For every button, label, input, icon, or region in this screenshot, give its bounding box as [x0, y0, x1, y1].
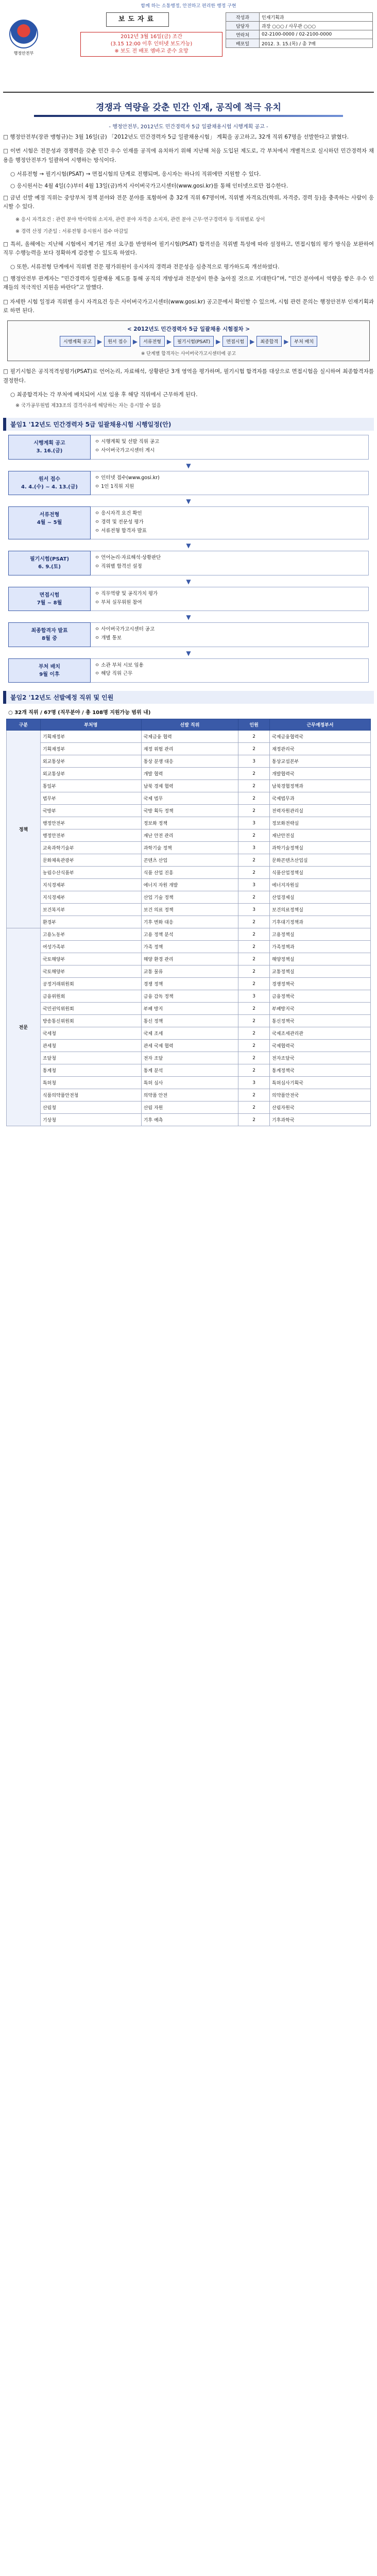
timeline-row — [8, 658, 369, 683]
posts-row — [7, 978, 371, 990]
posts-cell: 2 — [238, 1003, 270, 1015]
posts-cell: 정보화전략실 — [270, 817, 371, 829]
body-note: ※ 경력 산정 기준일 : 서류전형 응시원서 접수 마감일 — [15, 228, 128, 234]
flow-step: 원서 접수 — [104, 336, 131, 347]
posts-cell: 관세 국제 협력 — [141, 1040, 238, 1052]
posts-row — [7, 1064, 371, 1077]
posts-row — [7, 780, 371, 792]
posts-group: 전문 — [7, 928, 41, 1126]
posts-cell: 국제법무과 — [270, 792, 371, 805]
posts-cell: 특허 심사 — [141, 1077, 238, 1089]
posts-cell: 방송통신위원회 — [40, 1015, 141, 1027]
posts-cell: 행정안전부 — [40, 817, 141, 829]
procedure-caption: ※ 단계별 합격자는 사이버국가고시센터에 공고 — [141, 351, 236, 357]
posts-cell: 국민권익위원회 — [40, 1003, 141, 1015]
posts-cell: 기후과학국 — [270, 1114, 371, 1126]
flow-arrow-icon: ▶ — [284, 337, 289, 345]
posts-cell: 기후 변화 대응 — [141, 916, 238, 928]
posts-cell: 에너지자원실 — [270, 879, 371, 891]
flow-step: 시행계획 공고 — [60, 336, 95, 347]
posts-cell: 2 — [238, 768, 270, 780]
timeline-item: ㅇ 해당 직위 근무 — [95, 671, 133, 677]
posts-row — [7, 941, 371, 953]
attachment2-title: 붙임2 '12년도 선발예정 직위 및 인원 — [3, 691, 374, 704]
posts-cell: 국제 조세 — [141, 1027, 238, 1040]
posts-cell: 고용노동부 — [40, 928, 141, 941]
posts-cell: 국세청 — [40, 1027, 141, 1040]
timeline-arrow-icon: ▼ — [186, 614, 191, 621]
headline-sub: - 행정안전부, 2012년도 민간경력자 5급 일괄채용시험 시행계획 공고 - — [109, 124, 268, 130]
posts-header-cell: 구분 — [7, 719, 41, 731]
timeline-item: ㅇ 사이버국가고시센터 게시 — [95, 448, 155, 454]
posts-row — [7, 805, 371, 817]
body-text — [3, 133, 374, 315]
posts-cell: 에너지 자원 개발 — [141, 879, 238, 891]
timeline-item: ㅇ 언어논리·자료해석·상황판단 — [95, 555, 161, 561]
headline-divider — [34, 115, 343, 117]
posts-cell: 개발 협력 — [141, 768, 238, 780]
posts-row — [7, 731, 371, 743]
posts-cell: 통상 분쟁 대응 — [141, 755, 238, 768]
posts-cell: 2 — [238, 965, 270, 978]
posts-header-cell: 근무예정부서 — [270, 719, 371, 731]
posts-cell: 2 — [238, 867, 270, 879]
posts-cell: 통계청 — [40, 1064, 141, 1077]
posts-cell: 부패 방지 — [141, 1003, 238, 1015]
posts-cell: 공정거래위원회 — [40, 978, 141, 990]
posts-cell: 보건 의료 정책 — [141, 904, 238, 916]
posts-cell: 가족정책과 — [270, 941, 371, 953]
posts-row — [7, 1077, 371, 1089]
timeline-date: 최종합격자 발표 8월 중 — [8, 622, 91, 647]
posts-row — [7, 928, 371, 941]
posts-cell: 국방 획득 정책 — [141, 805, 238, 817]
flow-arrow-icon: ▶ — [97, 337, 102, 345]
posts-cell: 2 — [238, 829, 270, 842]
body-para: □ 특히, 올해에는 지난해 시험에서 제기된 개선 요구를 반영하여 필기시험(PSAT) 합격선을 직위별 특성에 따라 설정하고, 면접시험의 평가 방식을 보완하여 직무 수행능력을 보다 정확하게 검증할 수 있도록 하였다. — [3, 241, 374, 256]
posts-row — [7, 1003, 371, 1015]
flow-step: 면접시험 — [222, 336, 248, 347]
timeline-item: ㅇ 경력 및 전문성 평가 — [95, 519, 144, 525]
timeline-item: ㅇ 인터넷 접수(www.gosi.kr) — [95, 474, 160, 481]
posts-cell: 3 — [238, 755, 270, 768]
timeline-item: ㅇ 사이버국가고시센터 공고 — [95, 626, 155, 633]
distribution-table — [226, 12, 373, 48]
posts-cell: 교통정책실 — [270, 965, 371, 978]
posts-cell: 재난안전실 — [270, 829, 371, 842]
embargo-box — [80, 32, 222, 57]
flow-step: 서류전형 — [140, 336, 165, 347]
posts-cell: 국제금융 협력 — [141, 731, 238, 743]
flow-arrow-icon: ▶ — [132, 337, 138, 345]
posts-cell: 행정안전부 — [40, 829, 141, 842]
timeline-date: 시행계획 공고 3. 16.(금) — [8, 435, 91, 459]
timeline-body — [91, 622, 369, 647]
posts-cell: 전자조달국 — [270, 1052, 371, 1064]
posts-cell: 2 — [238, 1101, 270, 1114]
timeline-item: ㅇ 서류전형 합격자 발표 — [95, 528, 147, 534]
posts-cell: 기후 예측 — [141, 1114, 238, 1126]
posts-cell: 여성가족부 — [40, 941, 141, 953]
posts-cell: 기상청 — [40, 1114, 141, 1126]
body-para: □ 행정안전부(장관 맹형규)는 3월 16일(금) 「2012년도 민간경력자 5급 일괄채용시험」 계획을 공고하고, 32개 직위 67명을 선발한다고 밝혔다. — [3, 134, 349, 140]
posts-cell: 외교통상부 — [40, 755, 141, 768]
posts-cell: 금융 감독 정책 — [141, 990, 238, 1003]
posts-cell: 2 — [238, 854, 270, 867]
posts-cell: 경쟁 정책 — [141, 978, 238, 990]
posts-group: 정책 — [7, 731, 41, 928]
posts-cell: 고용정책실 — [270, 928, 371, 941]
posts-cell: 통상교섭본부 — [270, 755, 371, 768]
posts-cell: 관세청 — [40, 1040, 141, 1052]
posts-cell: 의약품 안전 — [141, 1089, 238, 1101]
posts-cell: 3 — [238, 904, 270, 916]
posts-header-cell: 부처명 — [40, 719, 141, 731]
posts-cell: 지식경제부 — [40, 879, 141, 891]
posts-cell: 문화콘텐츠산업실 — [270, 854, 371, 867]
posts-cell: 문화체육관광부 — [40, 854, 141, 867]
posts-row — [7, 1015, 371, 1027]
posts-cell: 부패방지국 — [270, 1003, 371, 1015]
distribution-key: 담당자 — [226, 22, 260, 30]
timeline-body — [91, 506, 369, 539]
posts-cell: 남북경협정책과 — [270, 780, 371, 792]
procedure-box — [7, 320, 370, 361]
posts-cell: 식품 산업 진흥 — [141, 867, 238, 879]
posts-cell: 외교통상부 — [40, 768, 141, 780]
posts-cell: 재난 안전 관리 — [141, 829, 238, 842]
body-bullet: ○ 응시원서는 4월 4일(수)부터 4월 13일(금)까지 사이버국가고시센터(www.gosi.kr)를 통해 인터넷으로만 접수한다. — [10, 182, 288, 189]
posts-cell: 정보화 정책 — [141, 817, 238, 829]
posts-row — [7, 1052, 371, 1064]
posts-cell: 교육과학기술부 — [40, 842, 141, 854]
posts-cell: 산업 기술 정책 — [141, 891, 238, 904]
body-para: □ 금년 선발 예정 직위는 중앙부처 정책 분야와 전문 분야를 포함하여 총 32개 직위 67명이며, 직위별 자격요건(학위, 자격증, 경력 등)을 충족하는 사람이 응시할 수 있다. — [3, 194, 374, 210]
posts-cell: 법무부 — [40, 792, 141, 805]
posts-row — [7, 904, 371, 916]
ministry-logo — [7, 20, 40, 61]
posts-cell: 금융위원회 — [40, 990, 141, 1003]
distribution-row — [226, 13, 373, 22]
posts-row — [7, 990, 371, 1003]
attachment1-title: 붙임1 '12년도 민간경력자 5급 일괄채용시험 시행일정(안) — [3, 418, 374, 431]
body-para: □ 행정안전부 관계자는 “민간경력자 일괄채용 제도를 통해 공직의 개방성과 전문성이 한층 높아질 것으로 기대한다”며, “민간 분야에서 역량을 쌓은 우수 인재들의 적극적인 지원을 바란다”고 말했다. — [3, 276, 374, 291]
posts-cell: 전자 조달 — [141, 1052, 238, 1064]
posts-row — [7, 829, 371, 842]
posts-cell: 통신 정책 — [141, 1015, 238, 1027]
posts-cell: 재정 위험 관리 — [141, 743, 238, 755]
body-bullet: ○ 최종합격자는 각 부처에 배치되어 시보 임용 후 해당 직위에서 근무하게 된다. — [10, 391, 198, 398]
posts-cell: 경쟁정책국 — [270, 978, 371, 990]
flow-step: 부처 배치 — [290, 336, 317, 347]
timeline-date: 부처 배치 9월 이후 — [8, 658, 91, 683]
timeline-body — [91, 658, 369, 683]
body-para: □ 자세한 시험 일정과 직위별 응시 자격요건 등은 사이버국가고시센터(www.gosi.kr) 공고문에서 확인할 수 있으며, 시험 관련 문의는 행정안전부 인재기획과로 하면 된다. — [3, 298, 374, 314]
posts-cell: 2 — [238, 780, 270, 792]
posts-row — [7, 755, 371, 768]
posts-cell: 재정관리국 — [270, 743, 371, 755]
posts-cell: 해양정책실 — [270, 953, 371, 965]
posts-row — [7, 817, 371, 829]
timeline-body — [91, 551, 369, 575]
posts-row — [7, 867, 371, 879]
posts-row — [7, 1089, 371, 1101]
posts-cell: 통계정책국 — [270, 1064, 371, 1077]
posts-cell: 국제조세관리관 — [270, 1027, 371, 1040]
posts-row — [7, 743, 371, 755]
posts-cell: 해양 환경 관리 — [141, 953, 238, 965]
posts-cell: 기후대기정책과 — [270, 916, 371, 928]
posts-cell: 국제협력국 — [270, 1040, 371, 1052]
timeline-body — [91, 435, 369, 459]
posts-cell: 산림자원국 — [270, 1101, 371, 1114]
posts-cell: 2 — [238, 953, 270, 965]
posts-cell: 2 — [238, 792, 270, 805]
timeline-date: 서류전형 4월 ~ 5월 — [8, 506, 91, 539]
posts-cell: 개발협력국 — [270, 768, 371, 780]
posts-cell: 국토해양부 — [40, 953, 141, 965]
distribution-value: 과장 ○○○ / 사무관 ○○○ — [260, 22, 373, 30]
body-note: ※ 응시 자격요건 : 관련 분야 박사학위 소지자, 관련 분야 자격증 소지자, 관련 분야 근무·연구경력자 등 직위별로 상이 — [15, 217, 265, 223]
posts-row — [7, 768, 371, 780]
posts-cell: 3 — [238, 879, 270, 891]
posts-cell: 남북 경제 협력 — [141, 780, 238, 792]
schedule-timeline — [8, 435, 369, 683]
posts-cell: 3 — [238, 842, 270, 854]
flow-arrow-icon: ▶ — [216, 337, 221, 345]
posts-cell: 통일부 — [40, 780, 141, 792]
press-header — [3, 9, 374, 93]
timeline-arrow-icon: ▼ — [186, 462, 191, 469]
posts-cell: 통신정책국 — [270, 1015, 371, 1027]
posts-cell: 콘텐츠 산업 — [141, 854, 238, 867]
timeline-item: ㅇ 응시자격 요건 확인 — [95, 511, 142, 517]
flow-step: 필기시험(PSAT) — [174, 336, 214, 347]
timeline-item: ㅇ 시행계획 및 선발 직위 공고 — [95, 439, 160, 445]
posts-cell: 전력자원관리실 — [270, 805, 371, 817]
timeline-date: 원서 접수 4. 4.(수) ~ 4. 13.(금) — [8, 471, 91, 495]
posts-cell: 2 — [238, 1114, 270, 1126]
posts-cell: 산림 자원 — [141, 1101, 238, 1114]
distribution-key: 배포일 — [226, 39, 260, 48]
posts-cell: 과학기술정책실 — [270, 842, 371, 854]
posts-cell: 지식경제부 — [40, 891, 141, 904]
distribution-row — [226, 39, 373, 48]
timeline-row — [8, 551, 369, 575]
posts-cell: 금융정책국 — [270, 990, 371, 1003]
posts-cell: 2 — [238, 743, 270, 755]
body-text-2 — [3, 367, 374, 410]
slogan: 함께 하는 소통행정, 안전하고 편리한 행정 구현 — [141, 4, 236, 9]
flow-arrow-icon: ▶ — [250, 337, 255, 345]
press-release-title: 보도자료 — [106, 12, 169, 27]
embargo-date: 2012년 3월 16일(금) 조간 — [121, 34, 182, 40]
posts-table — [6, 719, 371, 1126]
posts-cell: 보건복지부 — [40, 904, 141, 916]
posts-row — [7, 891, 371, 904]
posts-row — [7, 842, 371, 854]
posts-cell: 국방부 — [40, 805, 141, 817]
posts-cell: 2 — [238, 1015, 270, 1027]
government-seal-icon — [9, 20, 38, 48]
distribution-key: 연락처 — [226, 30, 260, 39]
timeline-row — [8, 587, 369, 611]
posts-cell: 2 — [238, 891, 270, 904]
headline — [3, 100, 374, 130]
distribution-row — [226, 30, 373, 39]
distribution-value: 02-2100-0000 / 02-2100-0000 — [260, 30, 373, 39]
posts-header-cell: 선발 직위 — [141, 719, 238, 731]
posts-cell: 2 — [238, 1052, 270, 1064]
timeline-item: ㅇ 1인 1직위 지원 — [95, 483, 134, 489]
timeline-date: 필기시험(PSAT) 6. 9.(토) — [8, 551, 91, 575]
timeline-item: ㅇ 직무역량 및 공직가치 평가 — [95, 590, 158, 597]
timeline-body — [91, 471, 369, 495]
timeline-row — [8, 506, 369, 539]
posts-cell: 식품산업정책실 — [270, 867, 371, 879]
flow-arrow-icon: ▶ — [166, 337, 172, 345]
posts-cell: 2 — [238, 1027, 270, 1040]
timeline-item: ㅇ 직위별 합격선 설정 — [95, 564, 142, 570]
posts-row — [7, 1027, 371, 1040]
posts-row — [7, 953, 371, 965]
posts-cell: 통계 분석 — [141, 1064, 238, 1077]
body-bullet: ○ 또한, 서류전형 단계에서 직위별 전문 평가위원이 응시자의 경력과 전문성을 심층적으로 평가하도록 개선하였다. — [10, 264, 280, 270]
body-para: □ 이번 시험은 전문성과 경쟁력을 갖춘 민간 우수 인재를 공직에 유치하기 위해 지난해 처음 도입된 제도로, 각 부처에서 개별적으로 실시하던 민간경력자 채용을 행정안전부가 일괄하여 시행하는 방식이다. — [3, 148, 374, 163]
press-release — [3, 0, 374, 1126]
distribution-value: 인재기획과 — [260, 13, 373, 22]
posts-cell: 의약품안전국 — [270, 1089, 371, 1101]
embargo-internet: (3.15 12:00 이후 인터넷 보도가능) — [110, 41, 193, 47]
body-bullet: ○ 서류전형 → 필기시험(PSAT) → 면접시험의 단계로 진행되며, 응시자는 하나의 직위에만 지원할 수 있다. — [10, 171, 261, 177]
posts-row — [7, 854, 371, 867]
procedure-flow — [12, 336, 365, 347]
posts-cell: 2 — [238, 941, 270, 953]
timeline-row — [8, 435, 369, 459]
distribution-key: 작성과 — [226, 13, 260, 22]
posts-cell: 3 — [238, 990, 270, 1003]
posts-cell: 환경부 — [40, 916, 141, 928]
posts-cell: 가족 정책 — [141, 941, 238, 953]
posts-caption: ○ 32개 직위 / 67명 (직무분야 / 총 108명 지원가능 범위 내) — [8, 710, 151, 716]
timeline-row — [8, 622, 369, 647]
timeline-arrow-icon: ▼ — [186, 578, 191, 585]
posts-row — [7, 1040, 371, 1052]
posts-cell: 2 — [238, 916, 270, 928]
posts-row — [7, 1114, 371, 1126]
posts-cell: 고용 정책 분석 — [141, 928, 238, 941]
distribution-value: 2012. 3. 15.(목) / 총 7매 — [260, 39, 373, 48]
timeline-arrow-icon: ▼ — [186, 542, 191, 550]
posts-cell: 3 — [238, 817, 270, 829]
embargo-note: ※ 보도 전 배포 엠바고 준수 요망 — [114, 48, 188, 54]
posts-cell: 2 — [238, 805, 270, 817]
body-note: ※ 국가공무원법 제33조의 결격사유에 해당하는 자는 응시할 수 없음 — [15, 402, 161, 409]
posts-cell: 식품의약품안전청 — [40, 1089, 141, 1101]
posts-cell: 기획재정부 — [40, 743, 141, 755]
flow-step: 최종합격 — [256, 336, 282, 347]
posts-cell: 2 — [238, 1064, 270, 1077]
posts-cell: 산업경제실 — [270, 891, 371, 904]
timeline-arrow-icon: ▼ — [186, 649, 191, 657]
posts-row — [7, 916, 371, 928]
posts-cell: 국토해양부 — [40, 965, 141, 978]
posts-cell: 교통 물류 — [141, 965, 238, 978]
posts-cell: 2 — [238, 928, 270, 941]
posts-cell: 조달청 — [40, 1052, 141, 1064]
posts-row — [7, 879, 371, 891]
posts-cell: 3 — [238, 1077, 270, 1089]
timeline-row — [8, 471, 369, 495]
posts-cell: 특허심사기획국 — [270, 1077, 371, 1089]
posts-row — [7, 965, 371, 978]
posts-cell: 2 — [238, 731, 270, 743]
posts-cell: 국제금융협력국 — [270, 731, 371, 743]
distribution-row — [226, 22, 373, 30]
logo-name: 행정안전부 — [13, 51, 34, 56]
posts-cell: 산림청 — [40, 1101, 141, 1114]
timeline-item: ㅇ 소관 부처 시보 임용 — [95, 662, 144, 668]
posts-row — [7, 1101, 371, 1114]
posts-cell: 2 — [238, 978, 270, 990]
timeline-item: ㅇ 부처 실무위원 참여 — [95, 599, 142, 605]
posts-header-cell: 인원 — [238, 719, 270, 731]
timeline-item: ㅇ 개별 통보 — [95, 635, 122, 641]
posts-cell: 2 — [238, 1040, 270, 1052]
timeline-arrow-icon: ▼ — [186, 498, 191, 505]
procedure-title: < 2012년도 민간경력자 5급 일괄채용 시험절차 > — [127, 326, 250, 333]
headline-main: 경쟁과 역량을 갖춘 민간 인재, 공직에 적극 유치 — [96, 103, 281, 113]
timeline-date: 면접시험 7월 ~ 8월 — [8, 587, 91, 611]
posts-cell: 국제 법무 — [141, 792, 238, 805]
posts-cell: 특허청 — [40, 1077, 141, 1089]
body-para: □ 필기시험은 공직적격성평가(PSAT)로 언어논리, 자료해석, 상황판단 3개 영역을 평가하며, 필기시험 합격자를 대상으로 면접시험을 실시하여 최종합격자를 결정한다. — [3, 368, 374, 384]
timeline-body — [91, 587, 369, 611]
posts-cell: 과학기술 정책 — [141, 842, 238, 854]
posts-cell: 2 — [238, 1089, 270, 1101]
posts-cell: 보건의료정책실 — [270, 904, 371, 916]
posts-cell: 기획재정부 — [40, 731, 141, 743]
posts-row — [7, 792, 371, 805]
posts-cell: 농림수산식품부 — [40, 867, 141, 879]
